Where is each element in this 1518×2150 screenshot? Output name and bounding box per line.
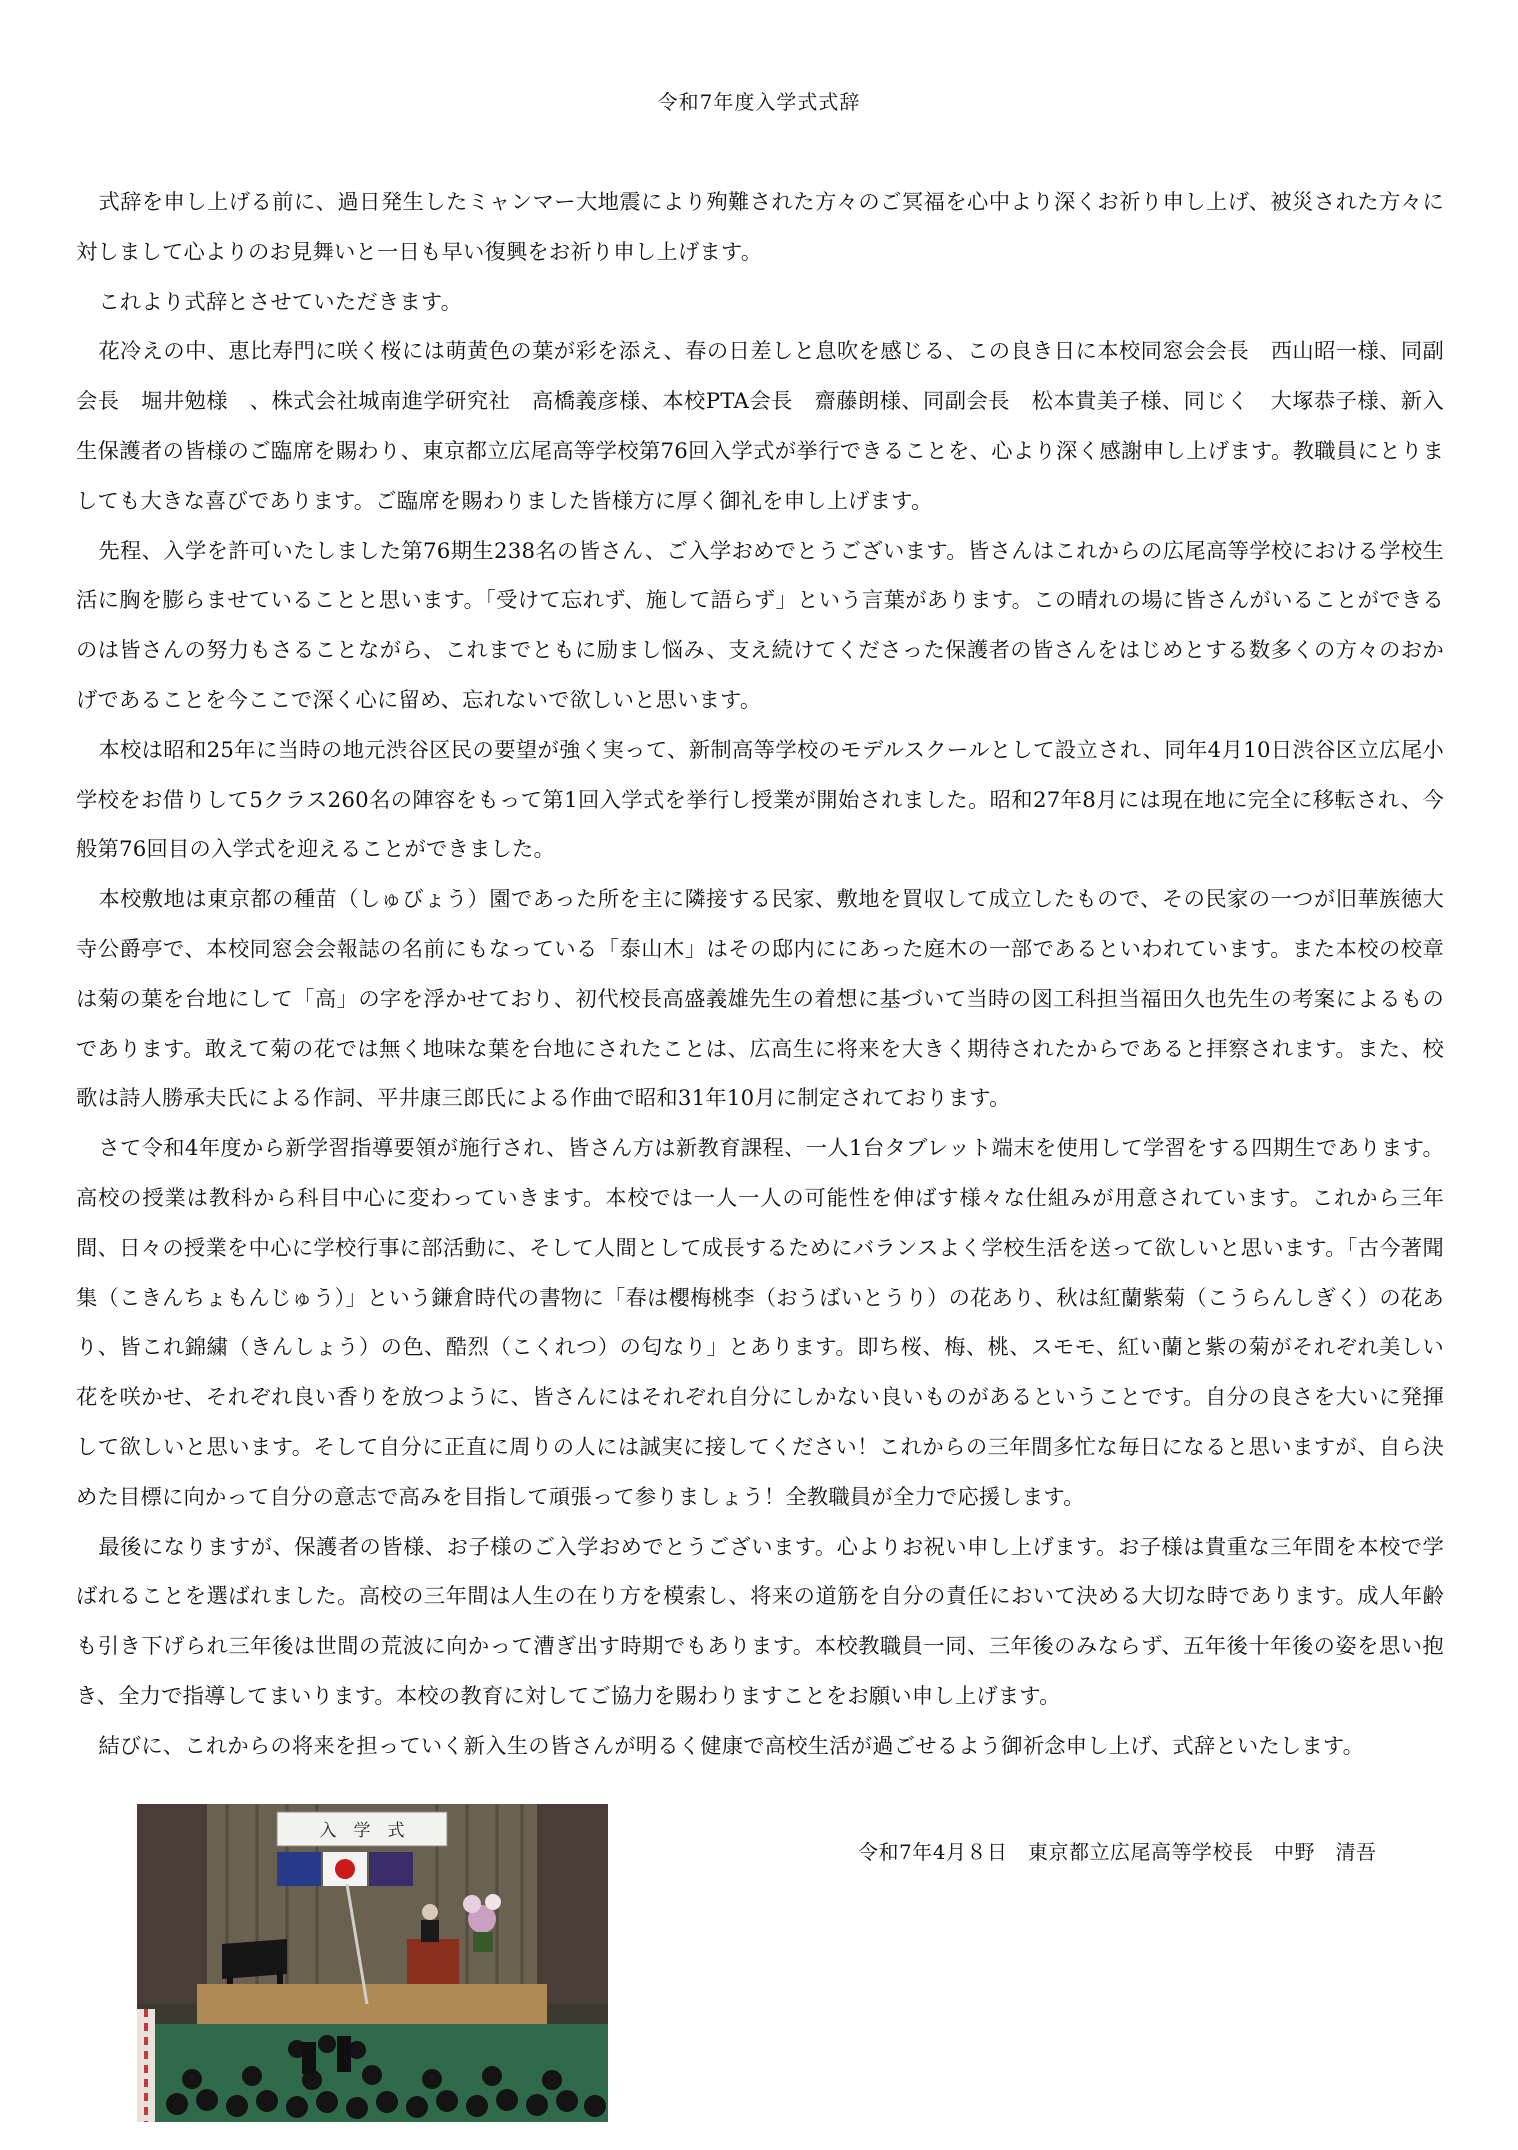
- ceremony-photo: [137, 1804, 608, 2122]
- tokyo-flag: [369, 1852, 413, 1886]
- paragraph-curriculum: さて令和4年度から新学習指導要領が施行され、皆さん方は新教育課程、一人1台タブレット端末を使用して学習をする四期生であります。高校の授業は教科から科目中心に変わっていきます。本校では一人一人の可能性を伸ばす様々な仕組みが用意されています。これから三年間、日々の授業を中心に学校行事に部活動に、そして人間として成長するためにバランスよく学校生活を送って欲しいと思います。「古今著聞集（こきんちょもんじゅう）」という鎌倉時代の書物に「春は櫻梅桃李（おうばいとうり）の花あり、秋は紅蘭紫菊（こうらんしぎく）の花あり、皆これ錦繍（きんしょう）の色、酷烈（こくれつ）の匂なり」とあります。即ち桜、梅、桃、スモモ、紅い蘭と紫の菊がそれぞれ美しい花を咲かせ、それぞれ良い香りを放つように、皆さんにはそれぞれ自分にしかない良いものがあるということです。自分の良さを大いに発揮して欲しいと思います。そして自分に正直に周りの人には誠実に接してください！これからの三年間多忙な毎日になると思いますが、自ら決めた目標に向かって自分の意志で高みを目指して頑張って参りましょう！全教職員が全力で応援します。: [76, 1136, 1444, 1510]
- banner-text: 入 学 式: [319, 1821, 405, 1841]
- paragraph-welcome: 先程、入学を許可いたしました第76期生238名の皆さん、ご入学おめでとうございます。皆さんはこれからの広尾高等学校における学校生活に胸を膨らませていることと思います。「受けて忘れず、施して語らず」という言葉があります。この晴れの場に皆さんがいることができるのは皆さんの努力もさることながら、これまでともに励まし悩み、支え続けてくださった保護者の皆さんをはじめとする数多くの方々のおかげであることを今ここで深く心に留め、忘れないで欲しいと思います。: [76, 538, 1444, 713]
- paragraph-history: 本校は昭和25年に当時の地元渋谷区民の要望が強く実って、新制高等学校のモデルスクールとして設立され、同年4月10日渋谷区立広尾小学校をお借りして5クラス260名の陣容をもって第1回入学式を挙行し授業が開始されました。昭和27年8月には現在地に完全に移転され、今般第76回目の入学式を迎えることができました。: [76, 737, 1444, 863]
- paragraph-opening: これより式辞とさせていただきます。: [98, 289, 463, 315]
- paragraph-parents: 最後になりますが、保護者の皆様、お子様のご入学おめでとうございます。心よりお祝い申し上げます。お子様は貴重な三年間を本校で学ばれることを選ばれました。高校の三年間は人生の在り方を模索し、将来の道筋を自分の責任において決める大切な時であります。成人年齢も引き下げられ三年後は世間の荒波に向かって漕ぎ出す時期でもあります。本校教職員一同、三年後のみならず、五年後十年後の姿を思い抱き、全力で指導してまいります。本校の教育に対してご協力を賜わりますことをお願い申し上げます。: [76, 1534, 1444, 1709]
- ceremony-photo-drawing: [137, 1804, 608, 2122]
- paragraph-guests: 花冷えの中、恵比寿門に咲く桜には萌黄色の葉が彩を添え、春の日差しと息吹を感じる、この良き日に本校同窓会会長 西山昭一様、同副会長 堀井勉様 、株式会社城南進学研究社 高橋義彦様、本校PTA会長 齋藤朗様、同副会長 松本貴美子様、同じく 大塚恭子様、新入生保護者の皆様のご臨席を賜わり、東京都立広尾高等学校第76回入学式が挙行できることを、心より深く感謝申し上げます。教職員にとりましても大きな喜びであります。ご臨席を賜わりました皆様方に厚く御礼を申し上げます。: [76, 339, 1444, 514]
- paragraph-campus: 本校敷地は東京都の種苗（しゅびょう）園であった所を主に隣接する民家、敷地を買収して成立したもので、その民家の一つが旧華族徳大寺公爵亭で、本校同窓会会報誌の名前にもなっている「泰山木」はその邸内ににあった庭木の一部であるといわれています。また本校の校章は菊の葉を台地にして「高」の字を浮かせており、初代校長高盛義雄先生の着想に基づいて当時の図工科担当福田久也先生の考案によるものであります。敢えて菊の花では無く地味な葉を台地にされたことは、広高生に将来を大きく期待されたからであると拝察されます。また、校歌は詩人勝承夫氏による作詞、平井康三郎氏による作曲で昭和31年10月に制定されております。: [76, 887, 1444, 1112]
- lectern: [407, 1939, 459, 1984]
- document-body: [76, 178, 1444, 1772]
- paragraph-condolence: 式辞を申し上げる前に、過日発生したミャンマー大地震により殉難された方々のご冥福を心中より深くお祈り申し上げ、被災された方々に対しまして心よりのお見舞いと一日も早い復興をお祈り申し上げます。: [76, 190, 1444, 265]
- signature-line: 令和7年4月８日 東京都立広尾高等学校長 中野 清吾: [858, 1840, 1377, 1864]
- document-title: 令和7年度入学式式辞: [657, 90, 861, 114]
- school-flag: [277, 1852, 321, 1886]
- paragraph-closing: 結びに、これからの将来を担っていく新入生の皆さんが明るく健康で高校生活が過ごせるよう御祈念申し上げ、式辞といたします。: [98, 1733, 1365, 1759]
